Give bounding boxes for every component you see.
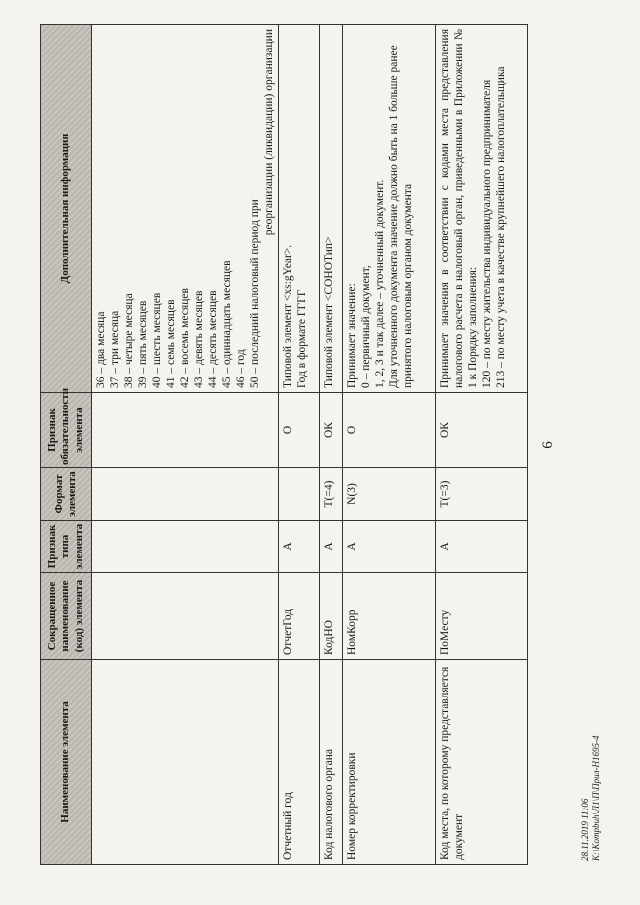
row-element-required: ОК — [319, 393, 342, 468]
row-element-code: НомКорр — [343, 573, 435, 660]
list-item: 46 – год — [235, 349, 248, 388]
row-element-code: КодНО — [319, 573, 342, 660]
list-item: 38 – четыре месяца — [123, 293, 136, 388]
footer-timestamp: 28.11.2019 11:06 — [580, 798, 590, 861]
table-row — [435, 25, 527, 865]
row-element-format: Т(=4) — [319, 468, 342, 521]
rotated-page — [40, 25, 615, 865]
header-element-required: Признак обязательности элемента — [41, 393, 92, 468]
row-additional-info — [319, 25, 342, 393]
table-cell — [92, 468, 279, 521]
header-element-format: Формат элемента — [41, 468, 92, 521]
table-row — [92, 25, 279, 865]
table-cell — [92, 660, 279, 865]
row-element-name: Код налогового органа — [319, 660, 342, 865]
table-row — [343, 25, 435, 865]
header-element-type: Признак типа элемента — [41, 521, 92, 573]
list-item: 42 – восемь месяцев — [179, 288, 192, 388]
row-element-code: ОтчетГод — [279, 573, 320, 660]
row-element-code: ПоМесту — [435, 573, 527, 660]
row-additional-info — [279, 25, 320, 393]
info-line: Для уточненного документа значение должно быть на 1 больше ранее принятого налоговым органом документа — [388, 45, 415, 388]
table-cell — [92, 521, 279, 573]
list-item: 50 – последний налоговый период при — [249, 199, 262, 388]
list-item: 45 – одиннадцать месяцев — [221, 260, 234, 388]
row-additional-info — [435, 25, 527, 393]
list-item: 41 – семь месяцев — [165, 299, 178, 388]
info-line: 1, 2, 3 и так далее – уточненный документ. — [374, 179, 387, 388]
row-additional-info — [343, 25, 435, 393]
list-item: 39 – пять месяцев — [137, 300, 150, 388]
info-line: 120 – по месту жительства индивидуального предпринимателя — [480, 79, 493, 388]
row-element-format: Т(=3) — [435, 468, 527, 521]
header-element-name: Наименование элемента — [41, 660, 92, 865]
header-element-code: Сокращенное наименование (код) элемента — [41, 573, 92, 660]
list-item: 36 – два месяца — [95, 311, 107, 388]
period-codes-list — [92, 25, 279, 393]
info-line: Принимает значение: — [346, 283, 359, 388]
row-element-required: ОК — [435, 393, 527, 468]
row-element-format: N(3) — [343, 468, 435, 521]
row-element-type: А — [319, 521, 342, 573]
table-cell — [92, 393, 279, 468]
row-element-name: Отчетный год — [279, 660, 320, 865]
header-additional-info: Дополнительная информация — [41, 25, 92, 393]
info-line: Типовой элемент <xs:gYear>. — [282, 244, 295, 388]
info-line: 213 – по месту учета в качестве крупнейшего налогоплательщика — [494, 66, 507, 388]
list-item: 43 – девять месяцев — [193, 290, 206, 388]
footer-file-path: K:\Kompbuh\Л1\П\Прил-Н1695-4 — [590, 735, 601, 861]
info-line: Год в формате ГГГГ — [296, 289, 309, 388]
table-header-row — [41, 25, 92, 865]
list-item: реорганизации (ликвидации) организации — [263, 29, 276, 236]
row-element-type: А — [435, 521, 527, 573]
info-line: 0 – первичный документ, — [360, 265, 373, 388]
table-row — [279, 25, 320, 865]
table-cell — [92, 573, 279, 660]
page-number: 6 — [540, 441, 556, 449]
row-element-required: О — [343, 393, 435, 468]
elements-table — [40, 24, 528, 865]
info-line: Типовой элемент <СОНОТип> — [322, 236, 335, 388]
list-item: 44 – десять месяцев — [207, 290, 220, 388]
list-item: 40 – шесть месяцев — [151, 292, 164, 388]
row-element-name: Код места, по которому представляется документ — [435, 660, 527, 865]
row-element-required: О — [279, 393, 320, 468]
row-element-name: Номер корректировки — [343, 660, 435, 865]
file-footer — [580, 735, 602, 861]
list-item: 37 – три месяца — [109, 310, 122, 388]
row-element-type: А — [279, 521, 320, 573]
table-row — [319, 25, 342, 865]
info-line: Принимает значения в соответствии с кодами места представления налогового расчета в налоговый орган, приведенными в Приложении № 1 к Порядку заполнения: — [438, 29, 479, 388]
row-element-format — [279, 468, 320, 521]
row-element-type: А — [343, 521, 435, 573]
